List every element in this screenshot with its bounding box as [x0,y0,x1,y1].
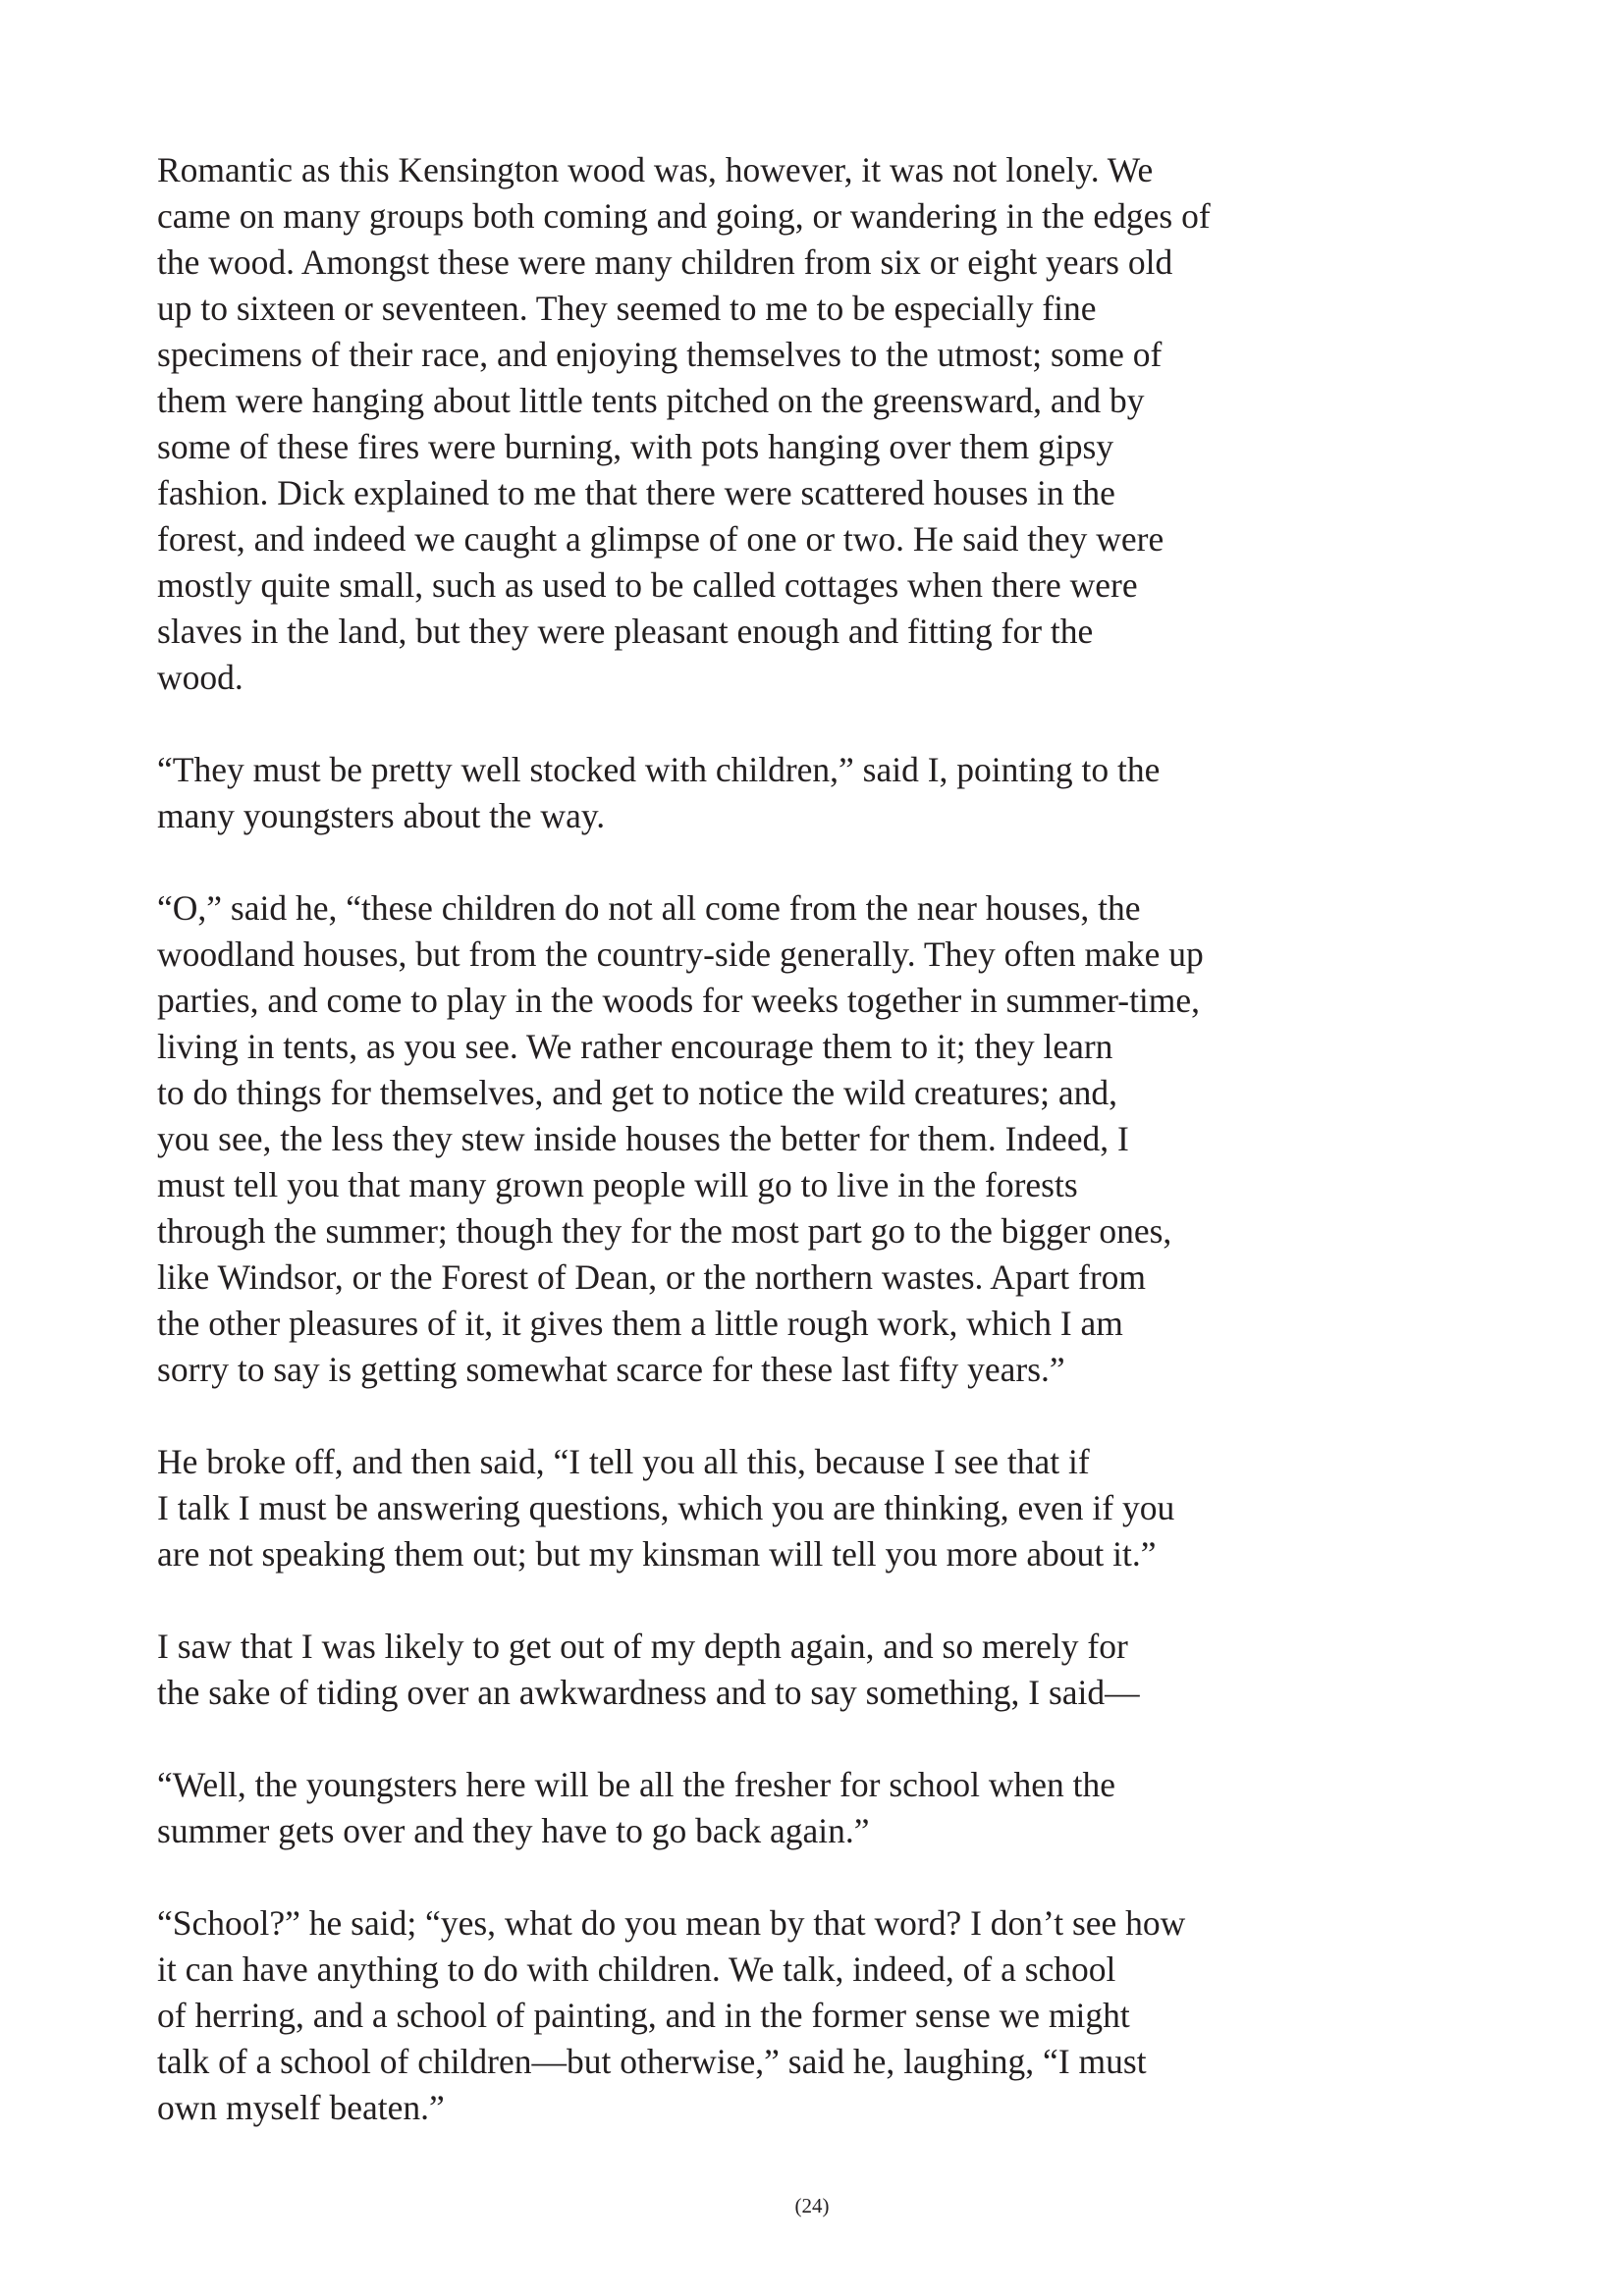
text-line: to do things for themselves, and get to notice the wild creatures; and, [157,1073,1117,1112]
text-line: the sake of tiding over an awkwardness and to say something, I said— [157,1673,1140,1712]
text-line: them were hanging about little tents pitched on the greensward, and by [157,381,1145,420]
text-line: of herring, and a school of painting, and in the former sense we might [157,1996,1130,2035]
text-line: “O,” said he, “these children do not all come from the near houses, the [157,888,1141,928]
text-line: it can have anything to do with children. We talk, indeed, of a school [157,1949,1116,1989]
text-line: you see, the less they stew inside houses the better for them. Indeed, I [157,1119,1129,1158]
paragraph [157,747,1365,839]
paragraph [157,1439,1365,1577]
paragraph [157,1900,1365,2131]
text-line: some of these fires were burning, with pots hanging over them gipsy [157,427,1114,466]
text-line: living in tents, as you see. We rather encourage them to it; they learn [157,1027,1113,1066]
text-line: many youngsters about the way. [157,796,606,835]
text-line: forest, and indeed we caught a glimpse of one or two. He said they were [157,519,1164,559]
body-text [157,147,1365,2177]
text-line: He broke off, and then said, “I tell you all this, because I see that if [157,1442,1090,1481]
text-line: up to sixteen or seventeen. They seemed to me to be especially fine [157,289,1097,328]
text-line: mostly quite small, such as used to be called cottages when there were [157,565,1138,605]
text-line: I talk I must be answering questions, which you are thinking, even if you [157,1488,1175,1527]
text-line: woodland houses, but from the country-side generally. They often make up [157,934,1204,974]
text-line: through the summer; though they for the most part go to the bigger ones, [157,1211,1172,1251]
text-line: like Windsor, or the Forest of Dean, or the northern wastes. Apart from [157,1257,1147,1297]
text-line: the other pleasures of it, it gives them a little rough work, which I am [157,1304,1123,1343]
page-number: (24) [794,2194,830,2217]
text-line: I saw that I was likely to get out of my depth again, and so merely for [157,1627,1128,1666]
text-line: are not speaking them out; but my kinsman will tell you more about it.” [157,1534,1157,1574]
paragraph [157,147,1365,701]
text-line: talk of a school of children—but otherwise,” said he, laughing, “I must [157,2042,1147,2081]
text-line: fashion. Dick explained to me that there were scattered houses in the [157,473,1115,512]
text-line: Romantic as this Kensington wood was, however, it was not lonely. We [157,150,1154,189]
paragraph [157,1624,1365,1716]
text-line: parties, and come to play in the woods for weeks together in summer-time, [157,981,1201,1020]
text-line: sorry to say is getting somewhat scarce for these last fifty years.” [157,1350,1065,1389]
text-line: “Well, the youngsters here will be all the fresher for school when the [157,1765,1116,1804]
text-line: the wood. Amongst these were many children from six or eight years old [157,242,1173,282]
text-line: wood. [157,658,244,697]
text-line: summer gets over and they have to go back again.” [157,1811,870,1850]
paragraph [157,1762,1365,1854]
text-line: must tell you that many grown people will go to live in the forests [157,1165,1078,1204]
text-line: “School?” he said; “yes, what do you mean by that word? I don’t see how [157,1903,1186,1943]
text-line: slaves in the land, but they were pleasant enough and fitting for the [157,612,1094,651]
text-line: own myself beaten.” [157,2088,445,2127]
text-line: came on many groups both coming and going, or wandering in the edges of [157,196,1211,236]
paragraph [157,885,1365,1393]
text-line: “They must be pretty well stocked with children,” said I, pointing to the [157,750,1161,789]
text-line: specimens of their race, and enjoying themselves to the utmost; some of [157,335,1163,374]
